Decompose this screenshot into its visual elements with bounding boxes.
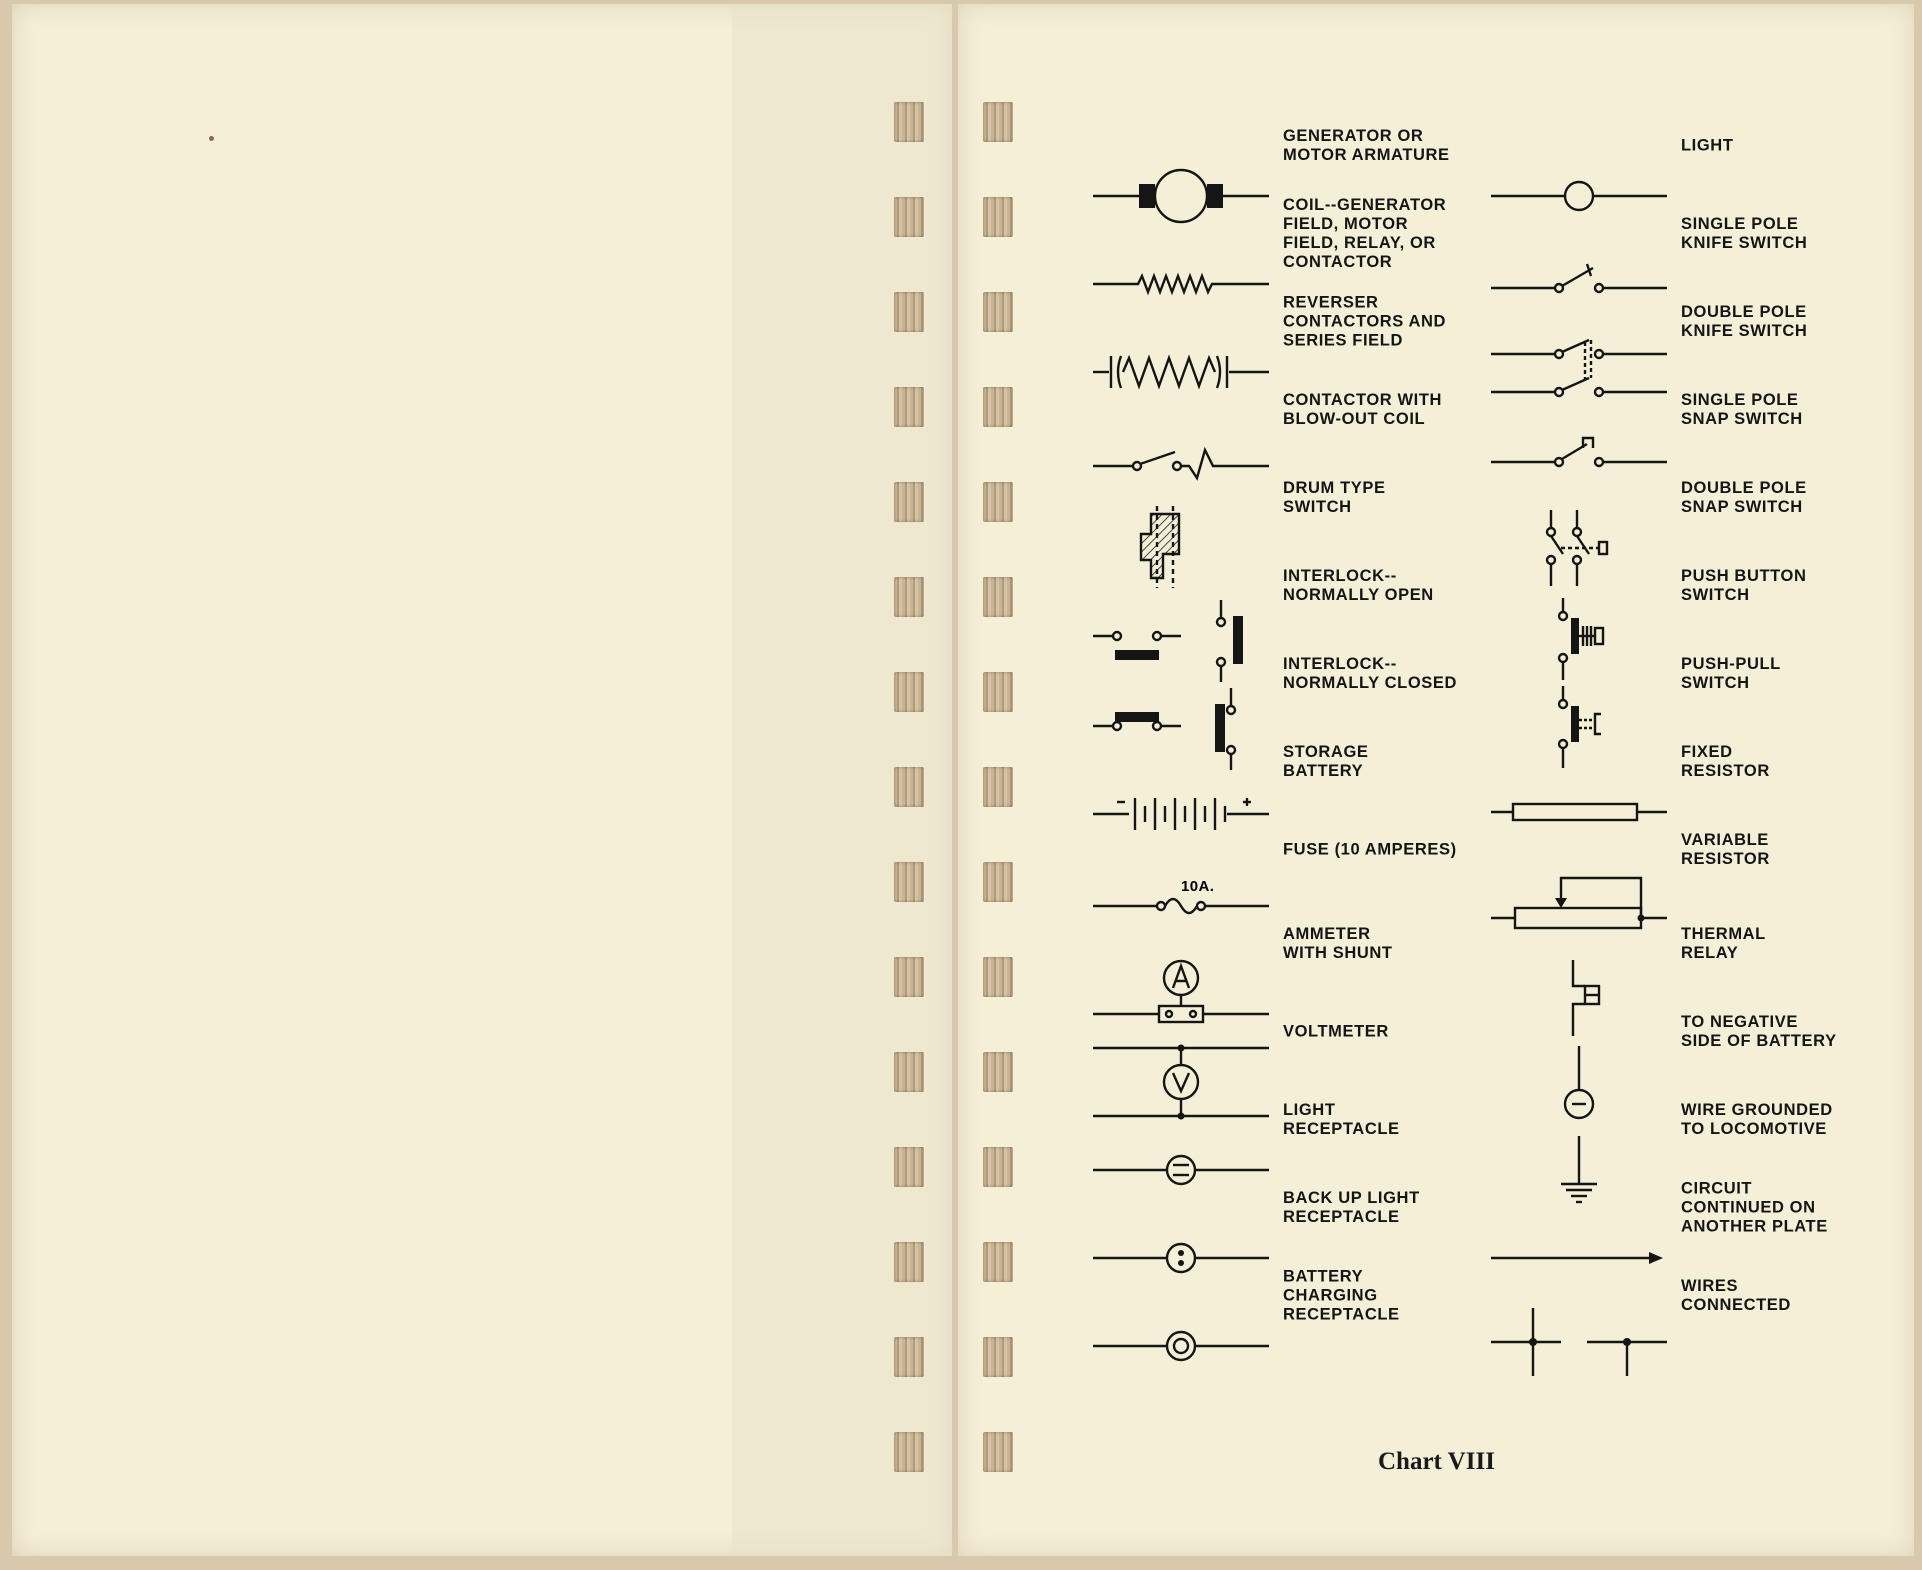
right-page: [958, 4, 1914, 1556]
chart-title: Chart VIII: [1378, 1448, 1495, 1475]
label-thermal-relay: THERMAL RELAY: [1681, 925, 1766, 962]
ammeter-icon: [1093, 944, 1283, 1044]
label-interlock-closed: INTERLOCK-- NORMALLY CLOSED: [1283, 655, 1458, 692]
circuit-continued-icon: [1491, 1208, 1681, 1308]
label-coil: COIL--GENERATOR FIELD, MOTOR FIELD, RELAY, OR CONTACTOR: [1283, 196, 1447, 271]
binding-hole: [983, 862, 1013, 902]
contactor-blowout-coil-icon: [1093, 410, 1283, 510]
backup-light-receptacle-icon: [1093, 1208, 1283, 1308]
binding-hole: [894, 1242, 924, 1282]
label-wires-connected: WIRES CONNECTED: [1681, 1277, 1791, 1314]
binding-hole: [983, 482, 1013, 522]
binding-hole: [983, 1337, 1013, 1377]
label-variable-resistor: VARIABLE RESISTOR: [1681, 831, 1770, 868]
push-pull-switch-icon: [1491, 674, 1681, 774]
fixed-resistor-icon: [1491, 762, 1681, 862]
label-fixed-resistor: FIXED RESISTOR: [1681, 743, 1770, 780]
label-double-snap: DOUBLE POLE SNAP SWITCH: [1681, 479, 1807, 516]
label-single-snap: SINGLE POLE SNAP SWITCH: [1681, 391, 1803, 428]
binding-hole: [983, 292, 1013, 332]
binding-hole: [983, 1052, 1013, 1092]
binding-hole: [894, 292, 924, 332]
variable-resistor-icon: [1491, 850, 1681, 950]
binding-hole: [894, 197, 924, 237]
label-light-receptacle: LIGHT RECEPTACLE: [1283, 1101, 1400, 1138]
single-pole-knife-switch-icon: [1491, 234, 1681, 334]
negative-battery-icon: [1491, 1032, 1681, 1132]
storage-battery-icon: [1093, 762, 1283, 862]
left-binding-holes: [894, 4, 924, 1556]
label-generator-armature: GENERATOR OR MOTOR ARMATURE: [1283, 127, 1450, 164]
fuse-rating: 10A.: [1181, 878, 1215, 895]
light-receptacle-icon: [1093, 1120, 1283, 1220]
binding-hole: [894, 1147, 924, 1187]
label-fuse: FUSE (10 AMPERES): [1283, 840, 1457, 859]
binding-hole: [983, 1432, 1013, 1472]
voltmeter-icon: [1093, 1032, 1283, 1132]
paper-speck: [209, 136, 214, 141]
binding-hole: [983, 102, 1013, 142]
binding-hole: [983, 957, 1013, 997]
label-single-knife: SINGLE POLE KNIFE SWITCH: [1681, 215, 1808, 252]
label-backup-light: BACK UP LIGHT RECEPTACLE: [1283, 1189, 1420, 1226]
label-reverser: REVERSER CONTACTORS AND SERIES FIELD: [1283, 293, 1447, 350]
label-double-knife: DOUBLE POLE KNIFE SWITCH: [1681, 303, 1808, 340]
binding-hole: [894, 862, 924, 902]
binding-hole: [983, 1242, 1013, 1282]
label-voltmeter: VOLTMETER: [1283, 1022, 1389, 1041]
drum-switch-icon: [1093, 498, 1283, 598]
binding-hole: [894, 102, 924, 142]
thermal-relay-icon: [1491, 944, 1681, 1044]
label-battery-charging: BATTERY CHARGING RECEPTACLE: [1283, 1267, 1400, 1324]
label-push-pull: PUSH-PULL SWITCH: [1681, 655, 1781, 692]
interlock-open-icon: [1093, 586, 1283, 686]
label-contactor-blowout: CONTACTOR WITH BLOW-OUT COIL: [1283, 391, 1443, 428]
binding-hole: [894, 577, 924, 617]
binding-hole: [894, 1337, 924, 1377]
label-ground: WIRE GROUNDED TO LOCOMOTIVE: [1681, 1101, 1833, 1138]
label-ammeter: AMMETER WITH SHUNT: [1283, 925, 1393, 962]
single-pole-snap-switch-icon: [1491, 410, 1681, 510]
double-pole-knife-switch-icon: [1491, 322, 1681, 422]
left-page: [12, 4, 952, 1556]
label-storage-battery: STORAGE BATTERY: [1283, 743, 1369, 780]
fuse-icon: [1093, 850, 1283, 950]
binding-hole: [983, 387, 1013, 427]
binding-hole: [983, 197, 1013, 237]
interlock-closed-icon: [1093, 674, 1283, 774]
label-negative-battery: TO NEGATIVE SIDE OF BATTERY: [1681, 1013, 1837, 1050]
binding-hole: [983, 1147, 1013, 1187]
binding-hole: [894, 1432, 924, 1472]
light-icon: [1491, 146, 1681, 246]
binding-hole: [894, 1052, 924, 1092]
ground-icon: [1491, 1120, 1681, 1220]
right-binding-holes: [983, 4, 1013, 1556]
coil-icon: [1093, 234, 1283, 334]
wires-connected-icon: [1491, 1296, 1681, 1396]
binding-hole: [983, 577, 1013, 617]
binding-hole: [894, 482, 924, 522]
binding-hole: [894, 767, 924, 807]
binding-hole: [894, 957, 924, 997]
double-pole-snap-switch-icon: [1491, 498, 1681, 598]
generator-motor-armature-icon: [1093, 146, 1283, 246]
label-circuit-continued: CIRCUIT CONTINUED ON ANOTHER PLATE: [1681, 1179, 1828, 1236]
binding-hole: [983, 672, 1013, 712]
label-light: LIGHT: [1681, 136, 1734, 155]
reverser-contactors-icon: [1093, 322, 1283, 422]
push-button-switch-icon: [1491, 586, 1681, 686]
label-push-button: PUSH BUTTON SWITCH: [1681, 567, 1807, 604]
battery-charging-receptacle-icon: [1093, 1296, 1283, 1396]
binding-hole: [983, 767, 1013, 807]
label-interlock-open: INTERLOCK-- NORMALLY OPEN: [1283, 567, 1434, 604]
binding-hole: [894, 672, 924, 712]
binding-hole: [894, 387, 924, 427]
label-drum-switch: DRUM TYPE SWITCH: [1283, 479, 1386, 516]
